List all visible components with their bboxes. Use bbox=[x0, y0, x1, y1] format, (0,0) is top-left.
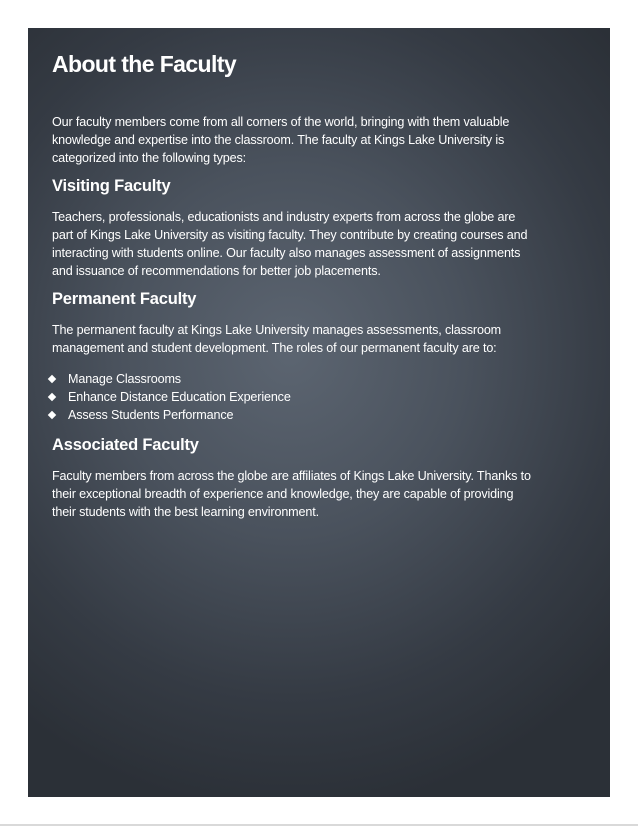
intro-line: Our faculty members come from all corners of the world, bringing with them valuable bbox=[52, 115, 510, 129]
intro-line: knowledge and expertise into the classroom. The faculty at Kings Lake University is bbox=[52, 133, 505, 147]
page-content bbox=[52, 50, 592, 521]
visiting-line: interacting with students online. Our faculty also manages assessment of assignments bbox=[52, 246, 521, 260]
role-label: Enhance Distance Education Experience bbox=[68, 390, 291, 404]
associated-line: their exceptional breadth of experience and knowledge, they are capable of providing bbox=[52, 487, 514, 501]
permanent-faculty-paragraph bbox=[52, 321, 592, 357]
visiting-faculty-heading: Visiting Faculty bbox=[52, 177, 171, 195]
visiting-line: Teachers, professionals, educationists and industry experts from across the globe are bbox=[52, 210, 516, 224]
associated-line: their students with the best learning environment. bbox=[52, 505, 319, 519]
document-panel bbox=[28, 28, 610, 797]
associated-faculty-paragraph bbox=[52, 467, 592, 521]
associated-line: Faculty members from across the globe are affiliates of Kings Lake University. Thanks to bbox=[52, 469, 531, 483]
visiting-line: and issuance of recommendations for better job placements. bbox=[52, 264, 381, 278]
associated-faculty-heading: Associated Faculty bbox=[52, 436, 199, 454]
list-item bbox=[47, 406, 592, 424]
visiting-line: part of Kings Lake University as visiting faculty. They contribute by creating courses and bbox=[52, 228, 528, 242]
role-label: Manage Classrooms bbox=[68, 372, 181, 386]
permanent-line: management and student development. The roles of our permanent faculty are to: bbox=[52, 341, 497, 355]
role-label: Assess Students Performance bbox=[68, 408, 234, 422]
intro-paragraph bbox=[52, 113, 592, 167]
page-title: About the Faculty bbox=[52, 51, 237, 77]
diamond-bullet-icon bbox=[48, 411, 56, 419]
list-item bbox=[47, 370, 592, 388]
diamond-bullet-icon bbox=[48, 393, 56, 401]
permanent-line: The permanent faculty at Kings Lake University manages assessments, classroom bbox=[52, 323, 502, 337]
visiting-faculty-paragraph bbox=[52, 208, 592, 280]
permanent-faculty-heading: Permanent Faculty bbox=[52, 290, 197, 308]
permanent-roles-list bbox=[52, 370, 592, 424]
list-item bbox=[47, 388, 592, 406]
intro-line: categorized into the following types: bbox=[52, 151, 246, 165]
diamond-bullet-icon bbox=[48, 375, 56, 383]
